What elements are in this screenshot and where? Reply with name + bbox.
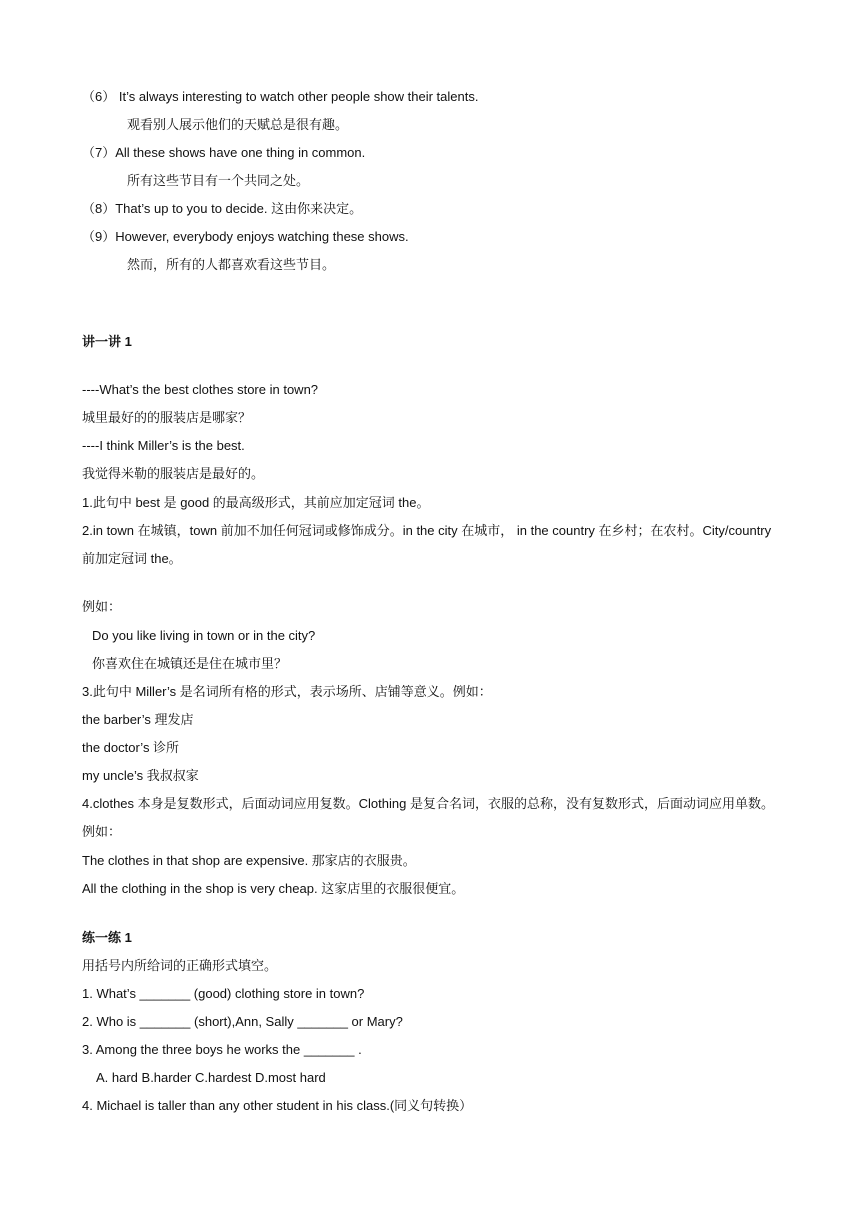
practice-heading: 练一练 1: [82, 930, 132, 945]
dialog-line-2: 城里最好的的服装店是哪家？: [82, 410, 252, 425]
example3-barber: the barber’s 理发店: [82, 712, 194, 727]
sentence-7-en: （7）All these shows have one thing in common.: [82, 145, 366, 160]
point-1: 1.此句中 best 是 good 的最高级形式，其前应加定冠词 the。: [82, 495, 430, 510]
point-4: 4.clothes 本身是复数形式，后面动词应用复数。Clothing 是复合名词，衣服的总称，没有复数形式，后面动词应用单数。例如：: [82, 796, 774, 839]
sentence-6-zh: 观看别人展示他们的天赋总是很有趣。: [127, 117, 349, 132]
example-label: 例如：: [82, 599, 122, 614]
example-zh: 你喜欢住在城镇还是住在城市里？: [92, 656, 288, 671]
question-2: 2. Who is _______ (short),Ann, Sally _______ or Mary?: [82, 1014, 403, 1029]
lecture-heading: 讲一讲 1: [82, 334, 132, 349]
sentence-6-en: （6） It’s always interesting to watch other people show their talents.: [82, 89, 479, 104]
sentence-9-en: （9）However, everybody enjoys watching these shows.: [82, 229, 409, 244]
question-1: 1. What’s _______ (good) clothing store in town?: [82, 986, 365, 1001]
question-3: 3. Among the three boys he works the _______ .: [82, 1042, 362, 1057]
question-4: 4. Michael is taller than any other student in his class.(同义句转换）: [82, 1098, 473, 1113]
point-3: 3.此句中 Miller’s 是名词所有格的形式，表示场所、店铺等意义。例如：: [82, 684, 492, 699]
practice-instruction: 用括号内所给词的正确形式填空。: [82, 958, 278, 973]
sentence-7-zh: 所有这些节目有一个共同之处。: [127, 173, 310, 188]
example-en: Do you like living in town or in the city?: [92, 628, 316, 643]
example3-uncle: my uncle’s 我叔叔家: [82, 768, 199, 783]
example3-doctor: the doctor’s 诊所: [82, 740, 180, 755]
point-2: 2.in town 在城镇，town 前加不加任何冠词或修饰成分。in the city 在城市， in the country 在乡村；在农村。City/country 前加定冠词 the。: [82, 523, 772, 566]
dialog-line-1: ----What’s the best clothes store in town?: [82, 382, 319, 397]
example4-clothing: All the clothing in the shop is very cheap. 这家店里的衣服很便宜。: [82, 881, 465, 896]
sentence-9-zh: 然而，所有的人都喜欢看这些节目。: [127, 257, 336, 272]
dialog-line-4: 我觉得米勒的服装店是最好的。: [82, 466, 265, 481]
question-3-options: A. hard B.harder C.hardest D.most hard: [96, 1070, 326, 1085]
example4-clothes: The clothes in that shop are expensive. 那家店的衣服贵。: [82, 853, 416, 868]
dialog-line-3: ----I think Miller’s is the best.: [82, 438, 245, 453]
sentence-8-en: （8）That’s up to you to decide. 这由你来决定。: [82, 201, 363, 216]
